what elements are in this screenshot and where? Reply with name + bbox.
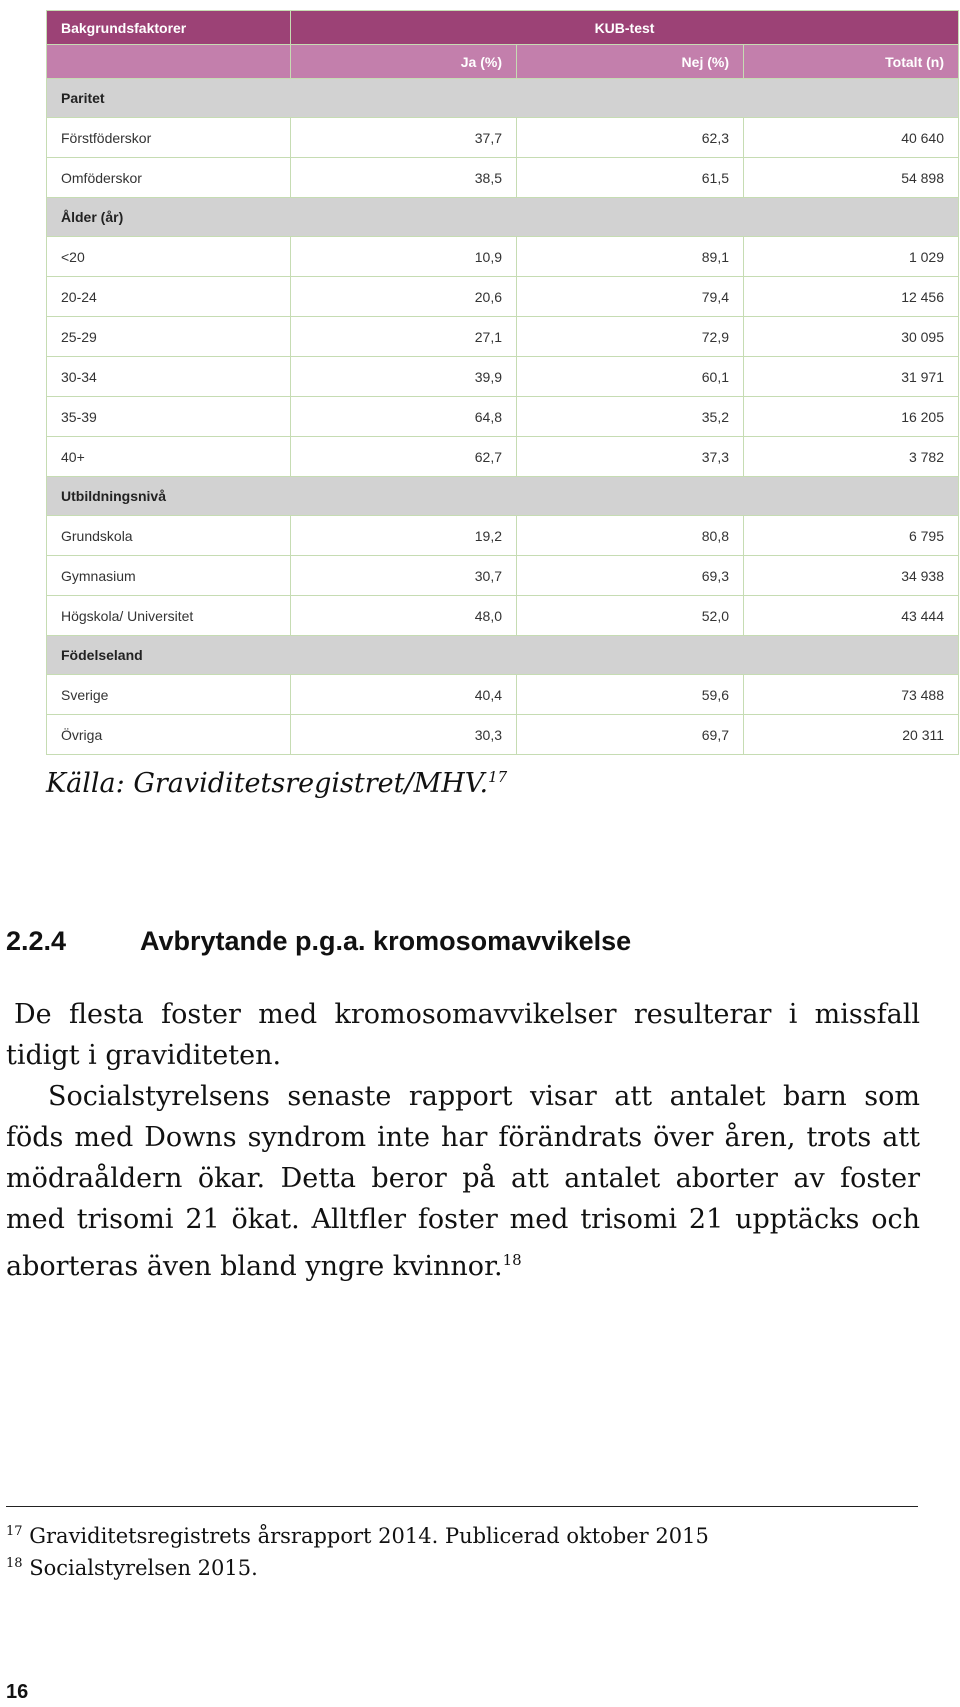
kub-test-table	[46, 10, 959, 755]
row-label-cell: 30-34	[47, 357, 291, 397]
row-label-cell: <20	[47, 237, 291, 277]
yes-percent-cell: 30,7	[291, 556, 517, 596]
no-percent-cell: 80,8	[517, 516, 744, 556]
total-count-cell: 31 971	[744, 357, 959, 397]
footnote-text: Graviditetsregistrets årsrapport 2014. Publicerad oktober 2015	[29, 1524, 709, 1548]
footnote-number: 18	[6, 1556, 23, 1571]
yes-percent-cell: 40,4	[291, 675, 517, 715]
no-percent-cell: 61,5	[517, 158, 744, 198]
table-body	[47, 79, 959, 755]
total-count-cell: 40 640	[744, 118, 959, 158]
no-percent-cell: 69,3	[517, 556, 744, 596]
body-text	[6, 994, 920, 1287]
yes-percent-cell: 39,9	[291, 357, 517, 397]
table-row	[47, 596, 959, 636]
table-row	[47, 158, 959, 198]
total-count-cell: 43 444	[744, 596, 959, 636]
yes-percent-cell: 38,5	[291, 158, 517, 198]
section-heading	[6, 926, 631, 957]
total-count-cell: 3 782	[744, 437, 959, 477]
total-count-cell: 20 311	[744, 715, 959, 755]
no-percent-cell: 35,2	[517, 397, 744, 437]
page-number: 16	[6, 1681, 29, 1703]
no-percent-cell: 52,0	[517, 596, 744, 636]
total-count-cell: 16 205	[744, 397, 959, 437]
yes-percent-cell: 62,7	[291, 437, 517, 477]
table-row	[47, 317, 959, 357]
section-title-cell: Födelseland	[47, 636, 959, 675]
yes-percent-cell: 27,1	[291, 317, 517, 357]
footnotes	[6, 1518, 920, 1582]
table-row	[47, 357, 959, 397]
table-row	[47, 118, 959, 158]
row-label-cell: 40+	[47, 437, 291, 477]
header-total: Totalt (n)	[744, 45, 959, 79]
no-percent-cell: 69,7	[517, 715, 744, 755]
yes-percent-cell: 19,2	[291, 516, 517, 556]
footnote-text: Socialstyrelsen 2015.	[29, 1556, 258, 1580]
section-title-cell: Utbildningsnivå	[47, 477, 959, 516]
table-row	[47, 277, 959, 317]
no-percent-cell: 89,1	[517, 237, 744, 277]
row-label-cell: 20-24	[47, 277, 291, 317]
header-yes: Ja (%)	[291, 45, 517, 79]
row-label-cell: Grundskola	[47, 516, 291, 556]
header-factors: Bakgrundsfaktorer	[47, 11, 291, 45]
section-title: Avbrytande p.g.a. kromosomavvikelse	[140, 926, 632, 956]
footnote-ref-17: 17	[488, 768, 508, 786]
section-number: 2.2.4	[6, 926, 67, 956]
yes-percent-cell: 48,0	[291, 596, 517, 636]
footnote-ref-18: 18	[502, 1251, 522, 1269]
footnote-17	[6, 1518, 920, 1550]
section-title-cell: Paritet	[47, 79, 959, 118]
row-label-cell: Högskola/ Universitet	[47, 596, 291, 636]
table-subheader-row	[47, 45, 959, 79]
total-count-cell: 54 898	[744, 158, 959, 198]
footnote-18	[6, 1550, 920, 1582]
table-row	[47, 237, 959, 277]
header-empty	[47, 45, 291, 79]
row-label-cell: Sverige	[47, 675, 291, 715]
yes-percent-cell: 10,9	[291, 237, 517, 277]
table-header-row	[47, 11, 959, 45]
table-row	[47, 675, 959, 715]
table-source	[46, 768, 507, 799]
no-percent-cell: 59,6	[517, 675, 744, 715]
paragraph-2	[6, 1076, 920, 1287]
row-label-cell: Omföderskor	[47, 158, 291, 198]
table-row	[47, 397, 959, 437]
row-label-cell: Gymnasium	[47, 556, 291, 596]
paragraph-1: De flesta foster med kromosomavvikelser resulterar i missfall tidigt i graviditeten.	[6, 999, 920, 1071]
section-row	[47, 79, 959, 118]
row-label-cell: 25-29	[47, 317, 291, 357]
yes-percent-cell: 20,6	[291, 277, 517, 317]
section-row	[47, 477, 959, 516]
section-row	[47, 636, 959, 675]
paragraph-2-text: Socialstyrelsens senaste rapport visar att antalet barn som föds med Downs syndrom inte har förändrats över åren, trots att mödraåldern ökar. Detta beror på att antalet aborter av foster med trisomi 21 ökat. Alltfler foster med trisomi 21 upptäcks och aborteras även bland yngre kvinnor.	[6, 1081, 920, 1282]
yes-percent-cell: 64,8	[291, 397, 517, 437]
row-label-cell: Övriga	[47, 715, 291, 755]
table-row	[47, 715, 959, 755]
section-row	[47, 198, 959, 237]
table-row	[47, 516, 959, 556]
footnote-divider	[6, 1506, 918, 1507]
header-kub-test: KUB-test	[291, 11, 959, 45]
total-count-cell: 6 795	[744, 516, 959, 556]
total-count-cell: 12 456	[744, 277, 959, 317]
total-count-cell: 73 488	[744, 675, 959, 715]
total-count-cell: 1 029	[744, 237, 959, 277]
source-text: Källa: Graviditetsregistret/MHV.	[46, 768, 489, 799]
yes-percent-cell: 30,3	[291, 715, 517, 755]
no-percent-cell: 79,4	[517, 277, 744, 317]
table-row	[47, 437, 959, 477]
total-count-cell: 34 938	[744, 556, 959, 596]
total-count-cell: 30 095	[744, 317, 959, 357]
table-row	[47, 556, 959, 596]
section-title-cell: Ålder (år)	[47, 198, 959, 237]
no-percent-cell: 62,3	[517, 118, 744, 158]
footnote-number: 17	[6, 1524, 23, 1539]
yes-percent-cell: 37,7	[291, 118, 517, 158]
row-label-cell: 35-39	[47, 397, 291, 437]
header-no: Nej (%)	[517, 45, 744, 79]
no-percent-cell: 37,3	[517, 437, 744, 477]
row-label-cell: Förstföderskor	[47, 118, 291, 158]
no-percent-cell: 60,1	[517, 357, 744, 397]
no-percent-cell: 72,9	[517, 317, 744, 357]
